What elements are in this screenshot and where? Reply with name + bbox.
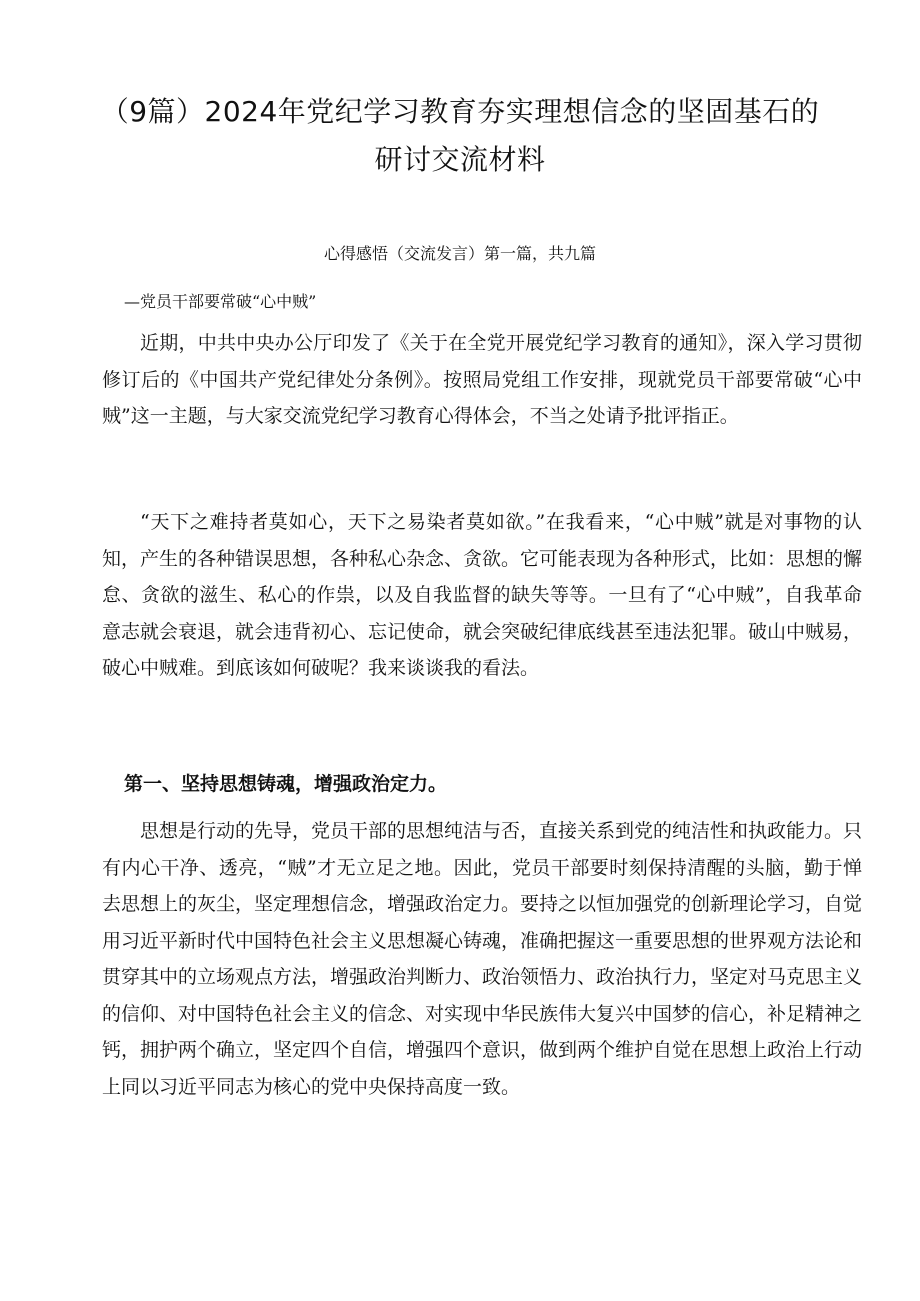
section-1-paragraph: 思想是行动的先导，党员干部的思想纯洁与否，直接关系到党的纯洁性和执政能力。只有内心干净、透亮，“贼”才无立足之地。因此，党员干部要时刻保持清醒的头脑，勤于惮去思想上的灰尘，坚定理想信念，增强政治定力。要持之以恒加强党的创新理论学习，自觉用习近平新时代中国特色社会主义思想凝心铸魂，准确把握这一重要思想的世界观方法论和贯穿其中的立场观点方法，增强政治判断力、政治领悟力、政治执行力，坚定对马克思主义的信仰、对中国特色社会主义的信念、对实现中华民族伟大复兴中国梦的信心，补足精神之钙，拥护两个确立，坚定四个自信，增强四个意识，做到两个维护自觉在思想上政治上行动上同以习近平同志为核心的党中央保持高度一致。 — [102, 820, 863, 1098]
document-subtitle: 心得感悟（交流发言）第一篇，共九篇 — [323, 244, 596, 263]
section-heading-1: 第一、坚持思想铸魂，增强政治定力。 — [124, 773, 448, 795]
article-byline: —党员干部要常破“心中贼” — [124, 292, 317, 311]
document-title: （9篇）2024年党纪学习教育夯实理想信念的坚固基石的研讨交流材料 — [100, 95, 820, 176]
intro-paragraph: 近期，中共中央办公厅印发了《关于在全党开展党纪学习教育的通知》，深入学习贯彻修订后的《中国共产党纪律处分条例》。按照局党组工作安排，现就党员干部要常破“心中贼”这一主题，与大家交流党纪学习教育心得体会，不当之处请予批评指正。 — [102, 332, 862, 427]
quote-paragraph: “天下之难持者莫如心，天下之易染者莫如欲。”在我看来，“心中贼”就是对事物的认知，产生的各种错误思想，各种私心杂念、贪欲。它可能表现为各种形式，比如：思想的懈怠、贪欲的滋生、私心的作祟，以及自我监督的缺失等等。一旦有了“心中贼”，自我革命意志就会衰退，就会违背初心、忘记使命，就会突破纪律底线甚至违法犯罪。破山中贼易，破心中贼难。到底该如何破呢？我来谈谈我的看法。 — [102, 511, 863, 679]
